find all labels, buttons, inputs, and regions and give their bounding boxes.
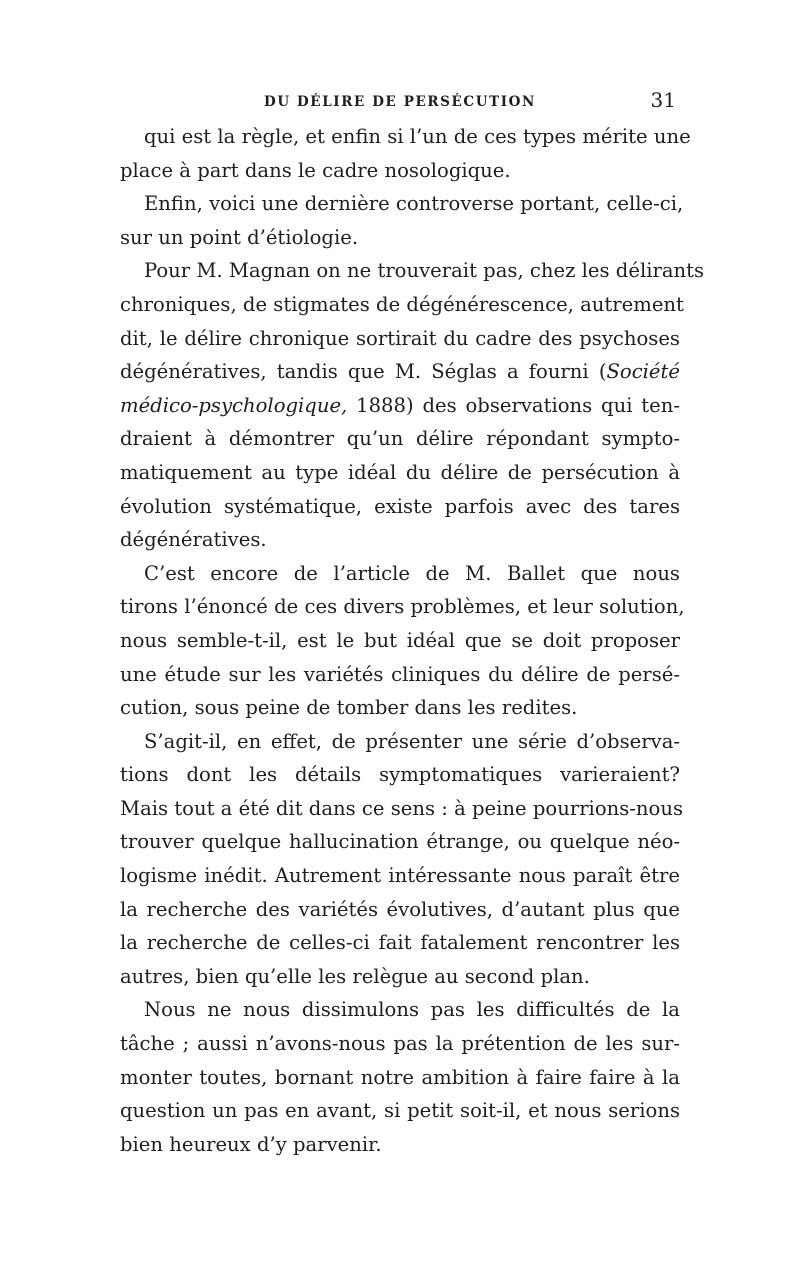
text-line xyxy=(120,1094,680,1128)
text-segment: S’agit-il, en effet, de présenter une série d’observa- xyxy=(144,729,680,753)
text-segment: tions dont les détails symptomatiques varieraient? xyxy=(120,763,680,787)
text-line xyxy=(120,187,684,221)
text-segment: C’est encore de l’article de M. Ballet que nous xyxy=(144,561,680,585)
text-line xyxy=(120,1128,680,1162)
text-line xyxy=(120,456,680,490)
paragraph xyxy=(120,725,684,994)
text-line xyxy=(120,691,680,725)
text-line xyxy=(120,120,691,154)
text-segment: 1888) des observations qui ten- xyxy=(347,393,680,417)
text-segment: une étude sur les variétés cliniques du délire de persé- xyxy=(120,662,680,686)
text-segment: évolution systématique, existe parfois avec des tares xyxy=(120,494,680,518)
text-line xyxy=(120,792,684,826)
text-segment: logisme inédit. Autrement intéressante nous paraît être xyxy=(120,864,680,888)
text-segment: autres, bien qu’elle les relègue au second plan. xyxy=(120,964,590,988)
text-segment: draient à démontrer qu’un délire répondant sympto- xyxy=(120,427,680,451)
text-line xyxy=(120,993,680,1027)
text-line xyxy=(120,557,680,591)
text-segment: dégénératives, tandis que M. Séglas a fourni ( xyxy=(120,360,607,384)
page-number: 31 xyxy=(650,88,676,112)
text-line xyxy=(120,254,705,288)
text-line xyxy=(120,960,680,994)
text-segment: Pour M. Magnan on ne trouverait pas, chez les délirants xyxy=(144,259,705,283)
text-segment: Nous ne nous dissimulons pas les difficultés de la xyxy=(144,998,680,1022)
text-segment: bien heureux d’y parvenir. xyxy=(120,1132,382,1156)
text-segment: Enfin, voici une dernière controverse portant, celle-ci, xyxy=(144,192,684,216)
text-line xyxy=(120,825,680,859)
text-segment: cution, sous peine de tomber dans les redites. xyxy=(120,696,578,720)
text-segment: tâche ; aussi n’avons-nous pas la prétention de les sur- xyxy=(120,1032,680,1056)
text-segment: monter toutes, bornant notre ambition à faire faire à la xyxy=(120,1065,680,1089)
text-line xyxy=(120,926,680,960)
text-segment: question un pas en avant, si petit soit-il, et nous serions xyxy=(120,1099,680,1123)
text-segment: trouver quelque hallucination étrange, ou quelque néo- xyxy=(120,830,680,854)
text-line xyxy=(120,1027,680,1061)
text-segment: dit, le délire chronique sortirait du cadre des psychoses xyxy=(120,326,680,350)
body-text xyxy=(120,120,705,1161)
text-segment: matiquement au type idéal du délire de persécution à xyxy=(120,460,680,484)
paragraph xyxy=(120,557,685,725)
text-line xyxy=(120,658,680,692)
text-segment: nous semble-t-il, est le but idéal que se doit proposer xyxy=(120,628,680,652)
text-line xyxy=(120,893,680,927)
text-segment: qui est la règle, et enfin si l’un de ces types mérite une xyxy=(144,125,691,148)
text-segment: place à part dans le cadre nosologique. xyxy=(120,158,511,182)
text-line xyxy=(120,490,680,524)
text-line xyxy=(120,725,680,759)
running-title: DU DÉLIRE DE PERSÉCUTION xyxy=(264,94,536,110)
italic-text: Société xyxy=(606,360,680,384)
paragraph xyxy=(120,187,684,254)
text-line xyxy=(120,1061,680,1095)
text-segment: Mais tout a été dit dans ce sens : à peine pourrions-nous xyxy=(120,796,684,820)
text-line xyxy=(120,422,680,456)
text-line xyxy=(120,322,680,356)
text-segment: chroniques, de stigmates de dégénérescence, autrement xyxy=(120,292,684,316)
text-line xyxy=(120,859,680,893)
running-head xyxy=(120,88,680,120)
text-line xyxy=(120,154,680,188)
text-line xyxy=(120,624,680,658)
text-line xyxy=(120,590,685,624)
text-segment: la recherche de celles-ci fait fatalement rencontrer les xyxy=(120,931,680,955)
text-line xyxy=(120,288,684,322)
text-segment: tirons l’énoncé de ces divers problèmes, et leur solution, xyxy=(120,595,685,619)
paragraph xyxy=(120,993,680,1161)
text-segment: la recherche des variétés évolutives, d’autant plus que xyxy=(120,897,680,921)
text-line xyxy=(120,355,680,389)
italic-text: médico-psychologique, xyxy=(120,393,348,417)
paragraph xyxy=(120,120,691,187)
text-line xyxy=(120,758,680,792)
paragraph xyxy=(120,254,705,556)
text-line xyxy=(120,221,680,255)
text-line xyxy=(120,389,680,423)
text-segment: sur un point d’étiologie. xyxy=(120,225,359,249)
text-segment: dégénératives. xyxy=(120,528,267,552)
text-line xyxy=(120,523,680,557)
text-block xyxy=(120,88,705,1161)
